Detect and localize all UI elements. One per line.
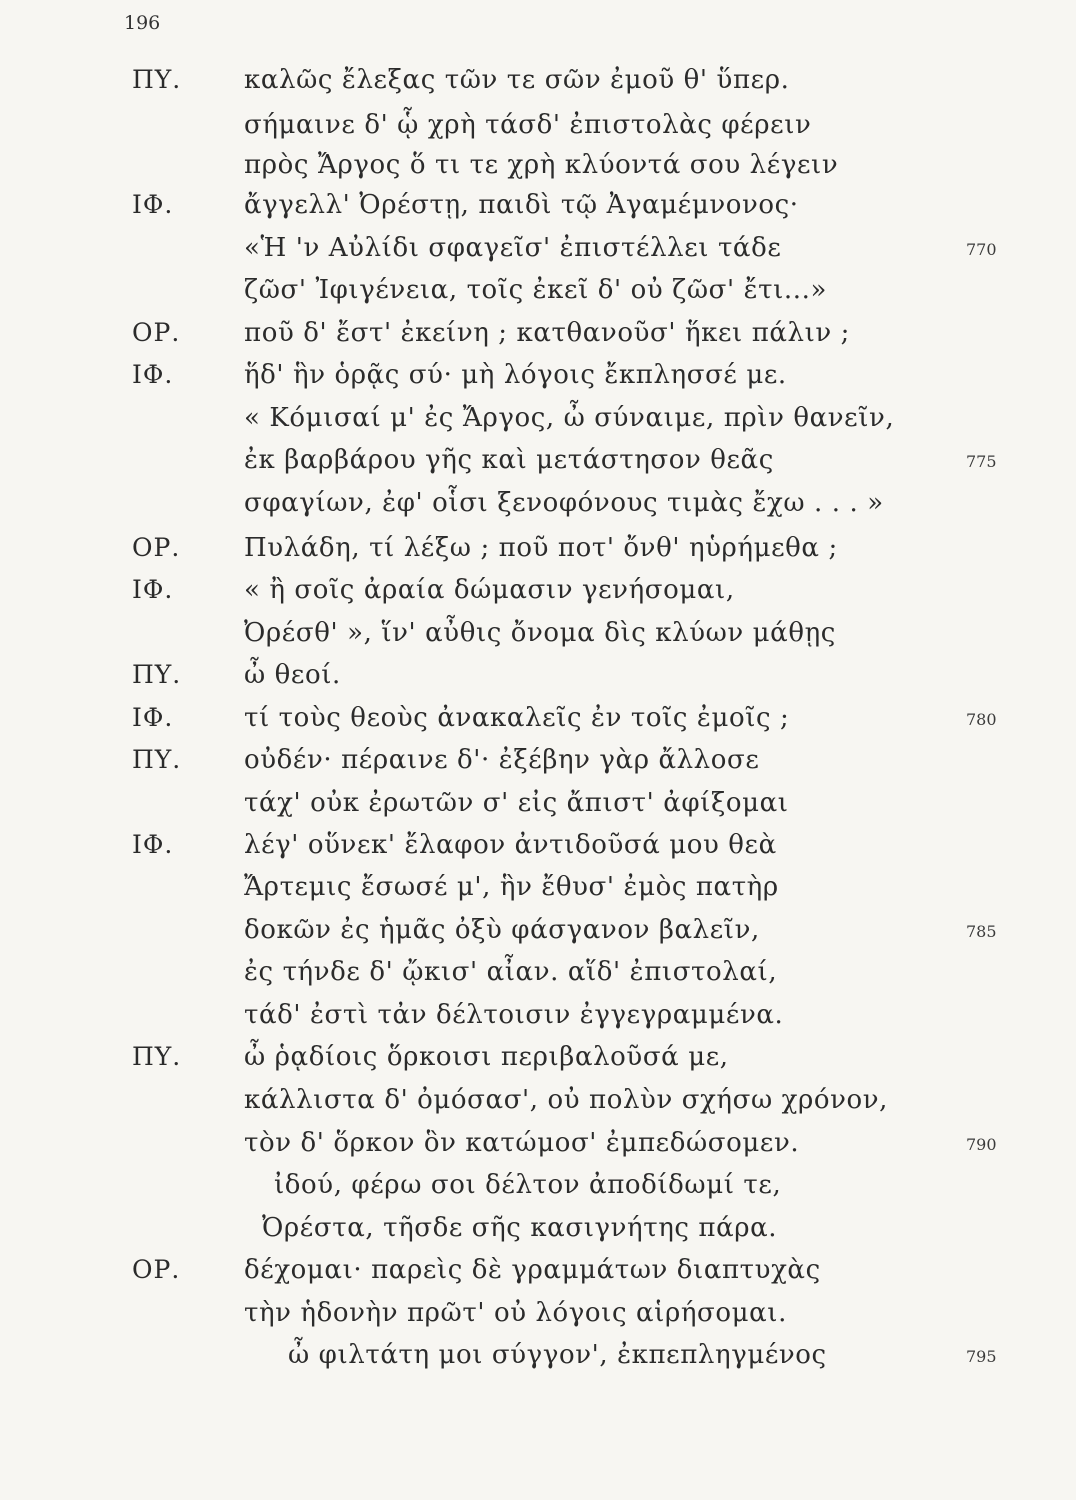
verse-text: « Κόμισαί μ' ἐς Ἄργος, ὦ σύναιμε, πρὶν θανεῖν,: [244, 403, 895, 433]
verse-text: λέγ' οὕνεκ' ἔλαφον ἀντιδοῦσά μου θεὰ: [244, 830, 777, 860]
verse-line: [0, 398, 1076, 438]
verse-text: τί τοὺς θεοὺς ἀνακαλεῖς ἐν τοῖς ἐμοῖς ;: [244, 703, 790, 733]
verse-line: [0, 60, 1076, 100]
verse-text: ἥδ' ἣν ὁρᾷς σύ· μὴ λόγοις ἔκπλησσέ με.: [244, 360, 787, 390]
line-number: 775: [966, 452, 997, 471]
verse-line: [0, 1335, 1076, 1375]
verse-text: σήμαινε δ' ᾧ χρὴ τάσδ' ἐπιστολὰς φέρειν: [244, 110, 812, 140]
verse-text: ἰδού, φέρω σοι δέλτον ἀποδίδωμί τε,: [274, 1170, 782, 1200]
verse-line: [0, 313, 1076, 353]
verse-line: [0, 1208, 1076, 1248]
verse-line: [0, 105, 1076, 145]
verse-line: [0, 867, 1076, 907]
speaker-label: ΟΡ.: [132, 1255, 181, 1284]
verse-text: Ἄρτεμις ἔσωσέ μ', ἣν ἔθυσ' ἐμὸς πατὴρ: [244, 872, 779, 902]
line-number: 795: [966, 1347, 997, 1366]
verse-line: [0, 1250, 1076, 1290]
speaker-label: ΟΡ.: [132, 533, 181, 562]
line-number: 770: [966, 240, 997, 259]
verse-line: [0, 1037, 1076, 1077]
verse-line: [0, 613, 1076, 653]
page-number: 196: [124, 12, 161, 34]
verse-text: ὦ ῥᾳδίοις ὅρκοισι περιβαλοῦσά με,: [244, 1042, 729, 1072]
verse-text: δοκῶν ἐς ἡμᾶς ὀξὺ φάσγανον βαλεῖν,: [244, 915, 760, 945]
verse-text: ποῦ δ' ἔστ' ἐκείνη ; κατθανοῦσ' ἥκει πάλιν ;: [244, 318, 851, 348]
speaker-label: ΠΥ.: [132, 745, 182, 774]
verse-text: τάδ' ἐστὶ τἀν δέλτοισιν ἐγγεγραμμένα.: [244, 1000, 784, 1030]
verse-text: « ἢ σοῖς ἀραία δώμασιν γενήσομαι,: [244, 575, 735, 605]
verse-line: [0, 952, 1076, 992]
verse-text: σφαγίων, ἐφ' οἷσι ξενοφόνους τιμὰς ἔχω . . . »: [244, 488, 884, 518]
line-number: 790: [966, 1135, 997, 1154]
verse-text: ὦ θεοί.: [244, 660, 341, 690]
speaker-label: ΠΥ.: [132, 1042, 182, 1071]
line-number: 785: [966, 922, 997, 941]
verse-text: καλῶς ἔλεξας τῶν τε σῶν ἐμοῦ θ' ὕπερ.: [244, 65, 790, 95]
verse-text: ζῶσ' Ἰφιγένεια, τοῖς ἐκεῖ δ' οὐ ζῶσ' ἔτι...»: [244, 275, 828, 305]
verse-text: τὸν δ' ὅρκον ὃν κατώμοσ' ἐμπεδώσομεν.: [244, 1128, 800, 1158]
verse-text: κάλλιστα δ' ὀμόσασ', οὐ πολὺν σχήσω χρόνον,: [244, 1085, 889, 1115]
speaker-label: ΙΦ.: [132, 360, 174, 389]
verse-line: [0, 698, 1076, 738]
verse-text: δέχομαι· παρεὶς δὲ γραμμάτων διαπτυχὰς: [244, 1255, 821, 1285]
verse-text: πρὸς Ἄργος ὅ τι τε χρὴ κλύοντά σου λέγειν: [244, 150, 839, 180]
verse-line: [0, 185, 1076, 225]
verse-line: [0, 995, 1076, 1035]
speaker-label: ΙΦ.: [132, 575, 174, 604]
verse-line: [0, 655, 1076, 695]
verse-line: [0, 570, 1076, 610]
speaker-label: ΠΥ.: [132, 65, 182, 94]
verse-line: [0, 228, 1076, 268]
verse-line: [0, 740, 1076, 780]
verse-line: [0, 1123, 1076, 1163]
verse-line: [0, 1080, 1076, 1120]
speaker-label: ΙΦ.: [132, 190, 174, 219]
verse-line: [0, 528, 1076, 568]
line-number: 780: [966, 710, 997, 729]
verse-line: [0, 270, 1076, 310]
speaker-label: ΟΡ.: [132, 318, 181, 347]
verse-line: [0, 145, 1076, 185]
verse-text: οὐδέν· πέραινε δ'· ἐξέβην γὰρ ἄλλοσε: [244, 745, 760, 775]
verse-text: ἐς τήνδε δ' ᾤκισ' αἶαν. αἵδ' ἐπιστολαί,: [244, 957, 778, 987]
verse-text: τάχ' οὐκ ἐρωτῶν σ' εἰς ἄπιστ' ἀφίξομαι: [244, 788, 789, 818]
verse-line: [0, 440, 1076, 480]
verse-line: [0, 355, 1076, 395]
verse-line: [0, 783, 1076, 823]
verse-line: [0, 483, 1076, 523]
verse-text: Ὀρέστα, τῆσδε σῆς κασιγνήτης πάρα.: [262, 1213, 778, 1243]
verse-text: τὴν ἡδονὴν πρῶτ' οὐ λόγοις αἱρήσομαι.: [244, 1298, 787, 1328]
verse-line: [0, 825, 1076, 865]
speaker-label: ΙΦ.: [132, 703, 174, 732]
verse-text: ὦ φιλτάτη μοι σύγγον', ἐκπεπληγμένος: [288, 1340, 827, 1370]
speaker-label: ΙΦ.: [132, 830, 174, 859]
verse-text: «Ἡ 'ν Αὐλίδι σφαγεῖσ' ἐπιστέλλει τάδε: [244, 233, 782, 263]
verse-text: ἄγγελλ' Ὀρέστῃ, παιδὶ τῷ Ἀγαμέμνονος·: [244, 190, 799, 220]
verse-line: [0, 1293, 1076, 1333]
verse-text: Ὀρέσθ' », ἵν' αὖθις ὄνομα δὶς κλύων μάθῃς: [244, 618, 836, 648]
verse-line: [0, 910, 1076, 950]
speaker-label: ΠΥ.: [132, 660, 182, 689]
verse-text: Πυλάδη, τί λέξω ; ποῦ ποτ' ὄνθ' ηὑρήμεθα ;: [244, 533, 838, 563]
verse-text: ἐκ βαρβάρου γῆς καὶ μετάστησον θεᾶς: [244, 445, 774, 475]
verse-line: [0, 1165, 1076, 1205]
